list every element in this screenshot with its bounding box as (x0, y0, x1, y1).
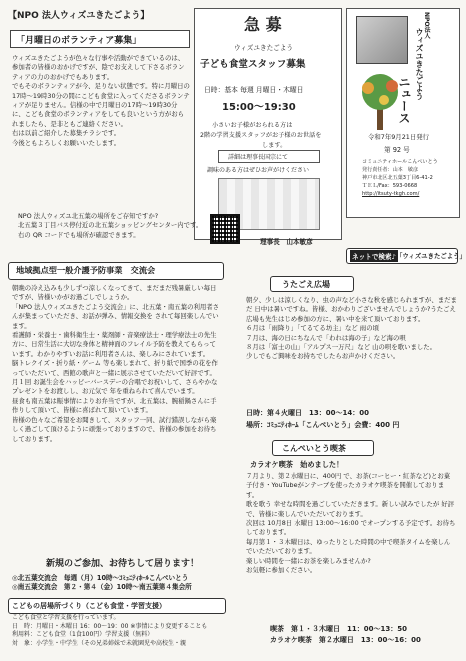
newsletter-title: ウィズユきたごよう (415, 28, 424, 100)
flyer-note-2: 2階の学習支援スタッフがお子様のお世話を (200, 132, 322, 139)
qr-notice (18, 212, 204, 240)
header-org: 【NPO 法人ウィズユきたごよう】 (8, 11, 150, 21)
newsletter-photo (356, 16, 408, 64)
utagoe-schedule: 日時：第４火曜日 13：00～14：00 (246, 409, 369, 417)
qr-notice-line-2: 北五葉３丁目バス停付近の北五葉ショッピングセンター内です。 (18, 221, 203, 230)
cafe-para-1: ７月より、第２水曜日に、400円 で、お茶(コーヒー・紅茶など)とお菓子付き・YouTubeがンテーブを使ったカラオケ喫茶を開催しております。 (246, 472, 451, 499)
flyer-note-3: します。 (262, 142, 287, 149)
cafe-title: こんぺいとう喫茶 (282, 444, 346, 453)
flyer-org: ウィズユきたごよう (234, 44, 293, 52)
publisher-line-1: コミュニティホールこんぺいとう (362, 159, 438, 165)
headline: 「月曜日のボランティア募集」 (16, 36, 142, 46)
kids-line-4: 対 象：小学生・中学生（その兄弟姉妹で未就園児や高校生・親 (12, 639, 187, 647)
kids-line-2: 日 時：月曜日・木曜日 16：00～19：00 ※事情により変更することも (12, 622, 208, 630)
schedule-north: ◎北五葉交流会 毎週（月）10時～ｺﾐｭﾆﾃｨﾎｰﾙこんぺいとう (12, 574, 189, 582)
left-para-2: 「NPO 法人ウィズユきたごよう交流会」に、北五葉・南五葉の利用者さんが集まっていただき、お話が弾み、情報交換を されて毎回楽しんでいます。 (12, 302, 220, 330)
utagoe-title: うたごえ広場 (282, 280, 330, 289)
cafe-para-2: 歌を歌う 幸せな時間を過ごしていただきます。新しい試みでしたが 好評で、皆様に楽しんでいただいております。 (246, 500, 455, 518)
schedule-south: ◎南五葉交流会 第２・第４（金）10時～南五葉第４集会所 (12, 583, 192, 592)
location-qr-code[interactable] (210, 214, 240, 244)
cafe-para-6: お気軽に参加ください。 (246, 566, 317, 575)
qr-notice-line-1: NPO 法人ウィズユ北五葉の場所をご存知ですか? (18, 212, 159, 220)
newsletter-url[interactable]: http://itsuty-tkgh.com/ (362, 191, 420, 197)
kids-section-body (12, 614, 226, 648)
left-section-title: 地域拠点型一般介護予防事業 交流会 (16, 265, 156, 275)
qr-notice-line-3: 右の QR コードでも場所が確認できます。 (18, 230, 140, 239)
newsletter-issue: 第 92 号 (384, 146, 410, 154)
utagoe-para-1: 朝夕、少しは涼しくなり、虫の声など小さな秋を感じられますが、まだまだ 日中は暑いですね。皆様、おかわりございませんでしょうか?うたごえ広場も先生はじめ参加の方に、暑い中を来て頂いております。 (246, 296, 457, 323)
left-para-3: 看護師・栄養士・歯科衛生士・薬剤師・音楽療法士・理学療法士の先生方に、日常生活に大切な身体と精神面のフレイル予防を教えてもらっています。わかりやすいお話に利用者さんは、楽しみにされています。 (12, 331, 217, 358)
flyer-kyubo: 急 募 (244, 15, 282, 34)
kids-line-3: 利用料：こども食堂（1食100円）学習支援（無料） (12, 631, 154, 639)
left-para-6: 昼食も南五葉は賑事情によりお弁当ですが、北五葉は、腕稲鍋さんに手作りして頂いて、皆様に喜ばれて頂いています。 (12, 396, 217, 415)
header-para-4: 今後ともよろしくお願いいたします。 (12, 138, 121, 147)
flyer-schedule: 日時：基本 毎週 月曜日・木曜日 (204, 86, 304, 94)
cafe-subtitle: カラオケ喫茶 始めました！ (250, 460, 344, 469)
cafe-para-5: 楽しい時間を一緒にお茶を楽しみませんか? (246, 556, 371, 565)
utagoe-line-july: ７月は、海の日にちなんで「われは海の子」など海の唄 (246, 333, 406, 342)
flyer-signature: 理事長 山本敏彦 (260, 238, 313, 246)
kids-line-1: こども食堂と学習支援を行っています。 (12, 614, 120, 621)
publisher-line-4: ＴＥＬ/Fax：593-0668 (362, 183, 418, 189)
left-invite: 新規のご参加、お待ちして居ります！ (46, 559, 200, 569)
cafe-schedule (270, 624, 421, 646)
flyer-detail: 詳細は理事長国宗にて (228, 154, 289, 161)
header-para-2: でもそのボランティアが今、足りない状態です。特に月曜日の17時～19時30分の間にこども食堂に入ってくださるボランティアが足りません。信様の中で月曜日の17時～19時30分に、こども食堂のボランティアをしても良いという方がおられましたら、是非ともご連絡ください。 (12, 82, 190, 128)
cafe-schedule-1: 喫茶 第１・３木曜日 11：00～13：50 (270, 625, 407, 633)
left-para-1: 朝晩の冷え込みも少しずつ涼しくなってきて、まだまだ残暑厳しい毎日ですが、皆様いかがお過ごしでしょうか。 (12, 284, 217, 302)
left-section-body (12, 284, 222, 444)
header-para-3: 右は以前ご紹介した募集チラシです。 (12, 129, 121, 138)
flyer-note-4: 調味のある方はぜひお声がけください (207, 167, 310, 174)
publisher-line-3: 神戸市北区北五葉3丁目6-41-2 (362, 175, 433, 181)
header-body (12, 54, 190, 148)
newsletter-news: ニュース (397, 76, 411, 124)
flyer-time: 15:00～19:30 (222, 102, 296, 113)
cafe-body (246, 472, 456, 575)
utagoe-line-august: ８月は「富士の山」「アルプス一万尺」など 山の唄を歌いました。 (246, 343, 437, 352)
header-para-1: ウィズユきたごようが色々な行事や活動ができているのは、参加者の皆様のおかげですが、陰でお支えして下さるボランティアの力のおかげでもあります。 (12, 54, 185, 81)
utagoe-body (246, 296, 458, 362)
cafe-para-3: 次回は 10月8日 水曜日 13:00～16:00 でオープンする予定です。お待ちしております。 (246, 519, 456, 537)
utagoe-line-june: ６月は「雨降り」「てるてる坊主」など 雨の頃 (246, 324, 379, 333)
publisher-qr-box (396, 200, 426, 230)
utagoe-closing: 少しでもご興味をお持ちでしたらお声かけください。 (246, 352, 400, 361)
publisher-line-2: 発行責任者：山本 敏彦 (362, 167, 419, 173)
left-para-5: 月１回 お誕生会をハッピーバースデーの合唱でお祝いして、さらやかなプレゼントをお渡しし、お元気で 年を重ねられて喜んでいます。 (12, 378, 218, 396)
left-schedule (12, 574, 226, 593)
cafe-para-4: 毎月第１・３木曜日は、ゆったりとした時間の中で喫茶タイムを楽しんでいただいております。 (246, 537, 451, 556)
net-search-badge: ネットで検索♪ (350, 250, 398, 262)
flyer-title: 子ども食堂スタッフ募集 (200, 59, 306, 70)
net-search-text: 「ウィズユきたごよう」 (396, 252, 466, 260)
left-para-7: 皆様の色々なご希望をお聞きして、スタッフ一同、試行錯誤しながら楽しく過ごして頂けるように頑張っておりますので、皆様の参加をお待ちしております。 (12, 415, 217, 443)
flyer-note-1: 小さいお子様がおられる方は (212, 122, 293, 129)
kids-section-title: こどもの居場所づくり（こども食堂・学習支援） (12, 602, 166, 610)
utagoe-place: 場所：ｺﾐｭﾆﾃｨﾎｰﾑ「こんぺいとう」会費：400 円 (246, 421, 400, 429)
left-para-4: 脳トレクイズ・折り紙・ゲーム 等も楽しまれて、折り紙で国季の花を作っていただいて、西館の歌声と一緒に展示させていただいて好評です。 (12, 359, 218, 377)
newsletter-org: NPO法人 (423, 12, 430, 39)
newsletter-publisher (362, 158, 458, 198)
newsletter-date: 令和7年9月21日発行 (368, 133, 429, 141)
cafe-schedule-2: カラオケ喫茶 第２水曜日 13：00～16：00 (270, 636, 421, 644)
